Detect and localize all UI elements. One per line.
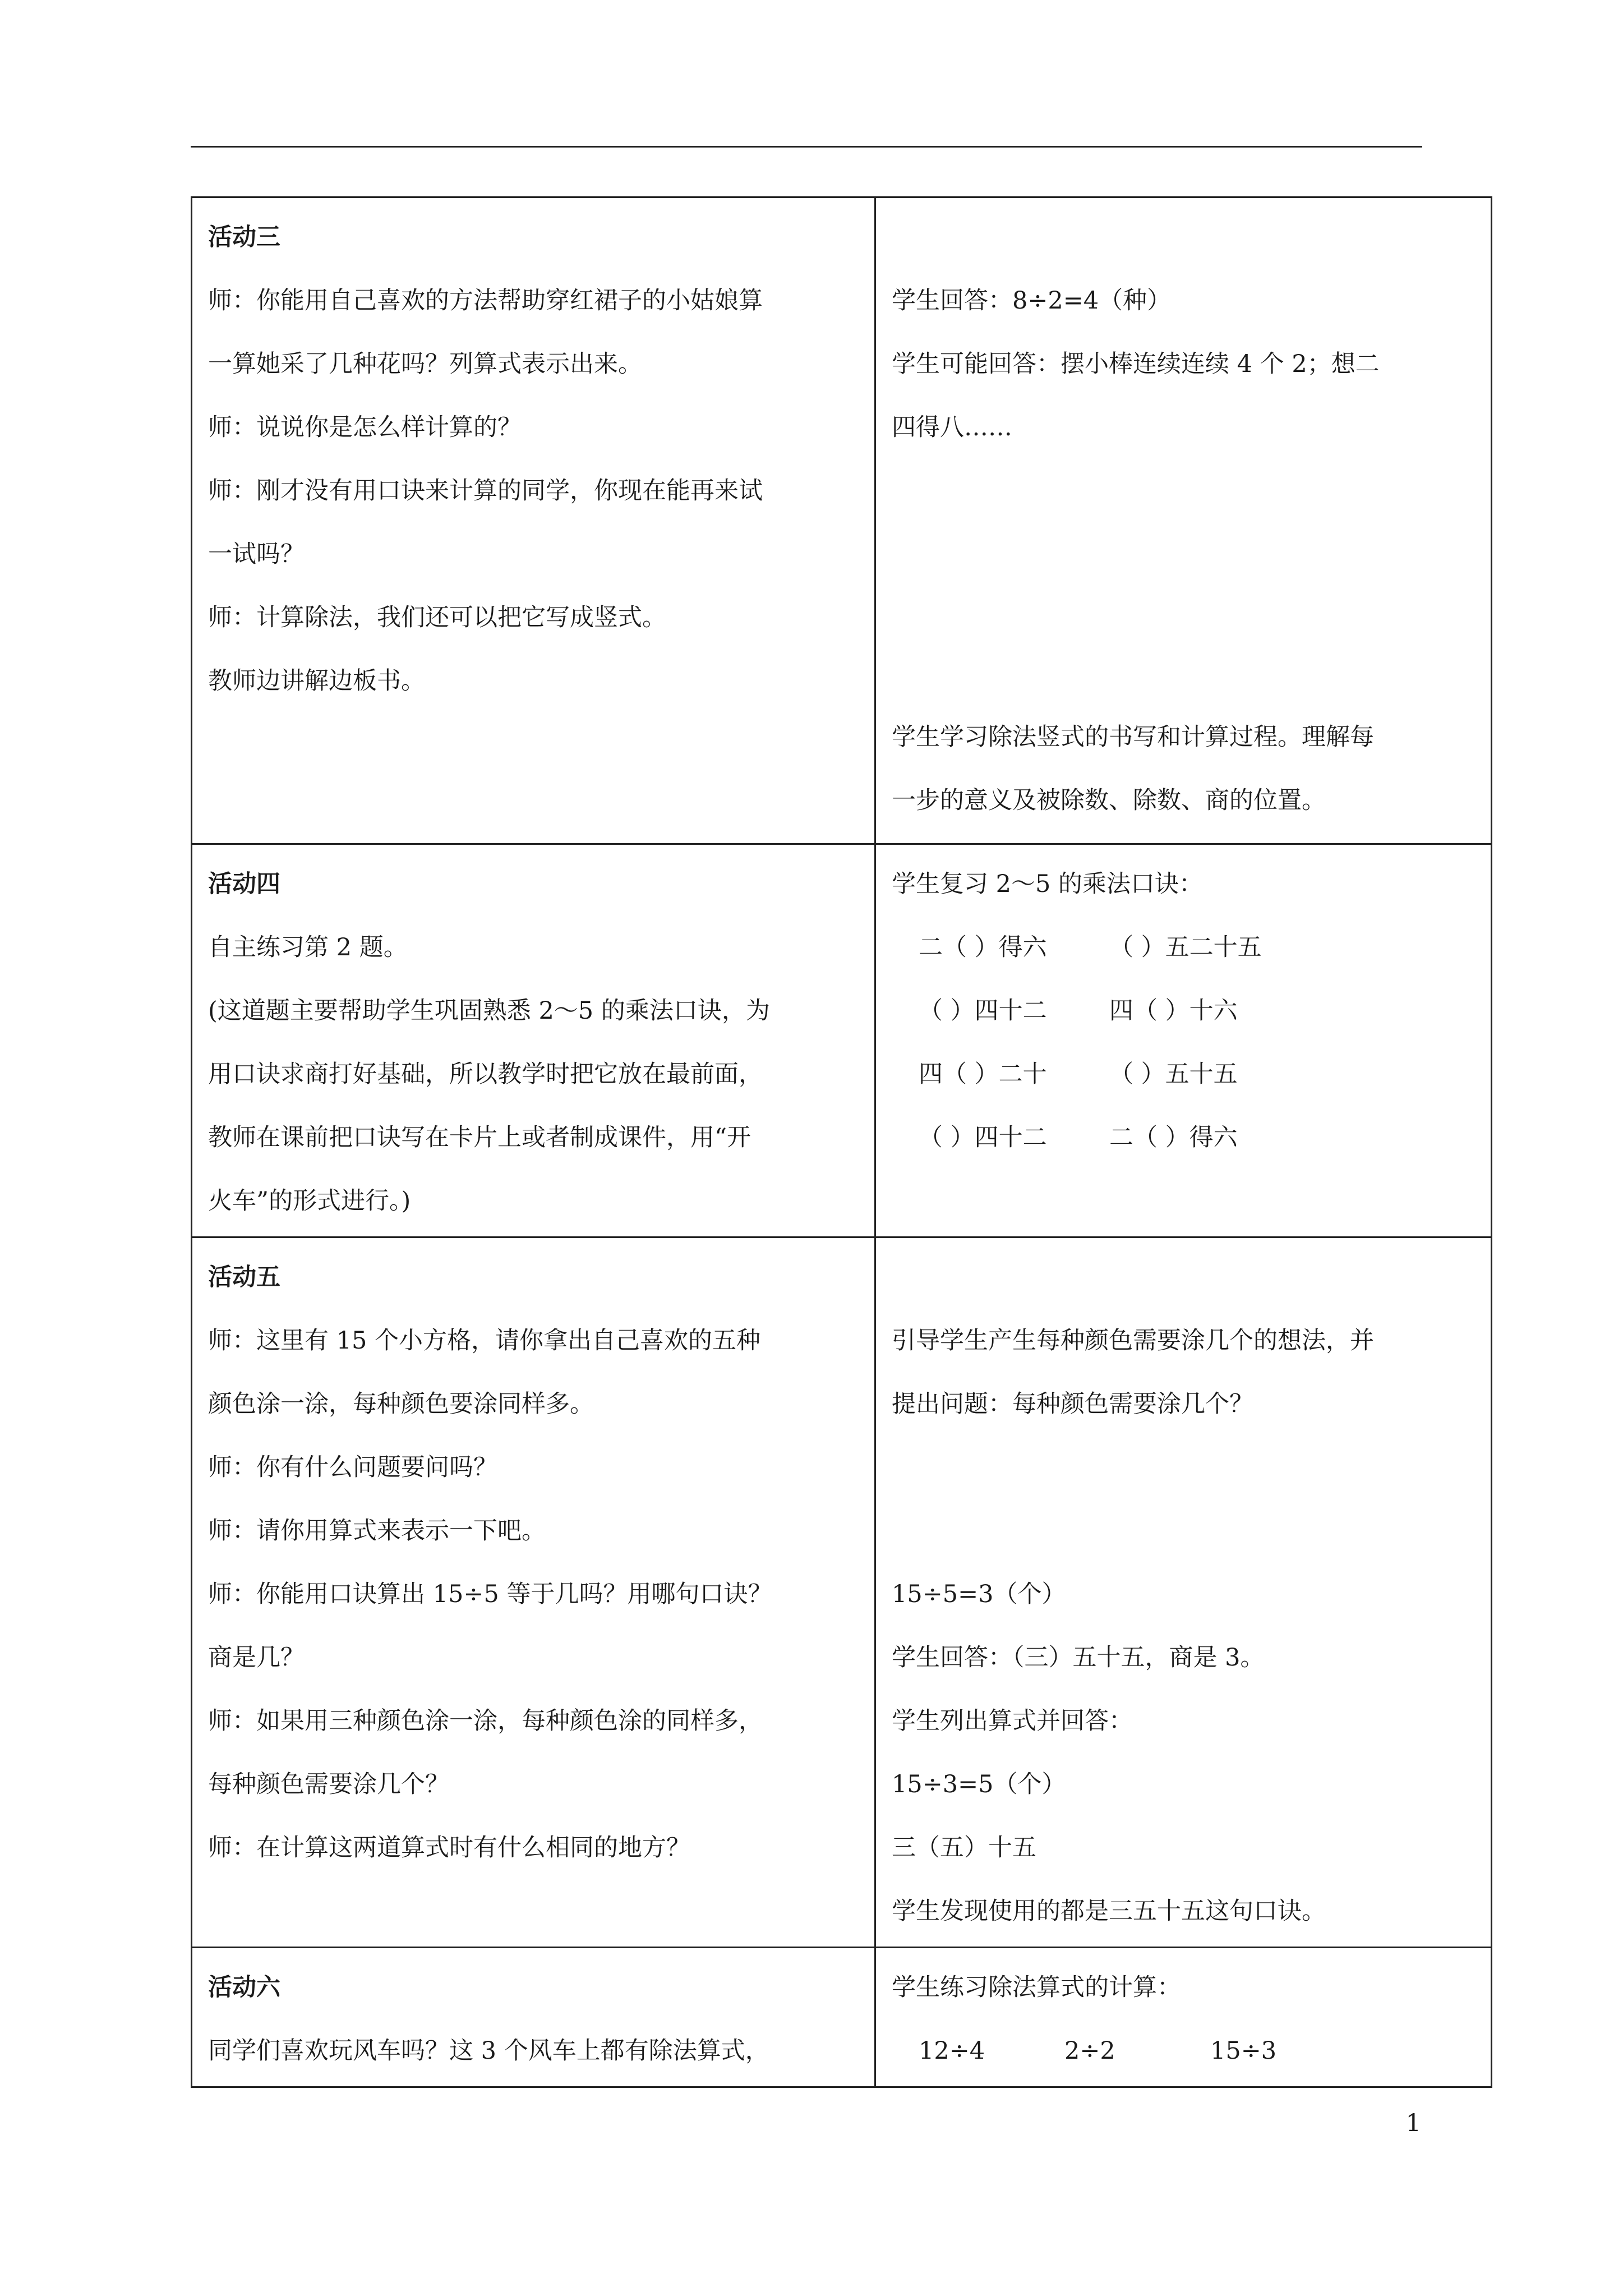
teacher-line: 教师边讲解边板书。 <box>208 667 425 695</box>
activity-row-3 <box>192 197 1492 844</box>
student-line: 学生回答：8÷2=4（种） <box>892 287 1172 315</box>
teacher-line: 师：请你用算式来表示一下吧。 <box>208 1517 546 1545</box>
pair-left: （ ）四十二 <box>919 997 1047 1025</box>
teacher-line: 师：如果用三种颜色涂一涂，每种颜色涂的同样多， <box>208 1707 763 1735</box>
division-expression: 12÷4 <box>919 2037 985 2065</box>
activity-4-student-cell <box>875 844 1492 1237</box>
multiplication-pair <box>892 979 1475 1043</box>
teacher-line: 一试吗？ <box>208 540 305 568</box>
teacher-line: 同学们喜欢玩风车吗？这 3 个风车上都有除法算式， <box>208 2037 769 2065</box>
teacher-line: 火车”的形式进行。) <box>208 1187 411 1215</box>
teacher-line: 师：你有什么问题要问吗？ <box>208 1453 497 1481</box>
lesson-table <box>191 196 1492 2088</box>
division-expression: 2÷2 <box>1064 2037 1115 2065</box>
multiplication-pair <box>892 1106 1475 1170</box>
teacher-line: 教师在课前把口诀写在卡片上或者制成课件，用“开 <box>208 1124 751 1152</box>
student-line: 学生复习 2～5 的乘法口诀： <box>892 870 1204 898</box>
student-line: 学生练习除法算式的计算： <box>892 1973 1181 2001</box>
teacher-line: 一算她采了几种花吗？列算式表示出来。 <box>208 350 642 378</box>
student-line: 15÷5=3（个） <box>892 1580 1066 1608</box>
student-line: 引导学生产生每种颜色需要涂几个的想法，并 <box>892 1327 1374 1355</box>
student-line: 学生列出算式并回答： <box>892 1707 1133 1735</box>
activity-5-student-cell <box>875 1237 1492 1948</box>
division-expressions <box>892 2019 1475 2083</box>
student-line: 15÷3=5（个） <box>892 1770 1066 1798</box>
student-line: 学生回答：（三）五十五，商是 3。 <box>892 1644 1265 1672</box>
header-rule <box>191 146 1422 148</box>
student-line: 学生学习除法竖式的书写和计算过程。理解每 <box>892 723 1374 751</box>
teacher-line: 师：你能用自己喜欢的方法帮助穿红裙子的小姑娘算 <box>208 287 763 315</box>
pair-left: 二（ ）得六 <box>919 933 1047 961</box>
teacher-line: 师：你能用口诀算出 15÷5 等于几吗？用哪句口诀？ <box>208 1580 772 1608</box>
activity-6-student-cell <box>875 1948 1492 2087</box>
activity-5-teacher-cell <box>192 1237 875 1948</box>
pair-left: 四（ ）二十 <box>919 1060 1047 1088</box>
pair-right: （ ）五二十五 <box>1109 933 1262 961</box>
pair-right: 二（ ）得六 <box>1109 1124 1238 1152</box>
activity-title: 活动六 <box>208 1973 280 2001</box>
teacher-line: 师：计算除法，我们还可以把它写成竖式。 <box>208 604 666 632</box>
pair-right: （ ）五十五 <box>1109 1060 1238 1088</box>
activity-title: 活动五 <box>208 1263 280 1291</box>
activity-title: 活动三 <box>208 223 280 251</box>
student-line: 一步的意义及被除数、除数、商的位置。 <box>892 786 1326 815</box>
pair-left: （ ）四十二 <box>919 1124 1047 1152</box>
activity-6-teacher-cell <box>192 1948 875 2087</box>
student-line: 提出问题：每种颜色需要涂几个？ <box>892 1390 1253 1418</box>
teacher-line: 师：在计算这两道算式时有什么相同的地方？ <box>208 1834 690 1862</box>
pair-right: 四（ ）十六 <box>1109 997 1238 1025</box>
teacher-line: 颜色涂一涂，每种颜色要涂同样多。 <box>208 1390 594 1418</box>
multiplication-pair <box>892 1043 1475 1106</box>
multiplication-pair <box>892 916 1475 979</box>
teacher-line: 师：刚才没有用口诀来计算的同学，你现在能再来试 <box>208 477 763 505</box>
activity-row-5 <box>192 1237 1492 1948</box>
student-line: 学生发现使用的都是三五十五这句口诀。 <box>892 1897 1326 1925</box>
teacher-line: 师：这里有 15 个小方格，请你拿出自己喜欢的五种 <box>208 1327 761 1355</box>
division-expression: 15÷3 <box>1210 2037 1277 2065</box>
teacher-line: (这道题主要帮助学生巩固熟悉 2～5 的乘法口诀，为 <box>208 997 770 1025</box>
teacher-line: 师：说说你是怎么样计算的？ <box>208 413 522 441</box>
teacher-line: 商是几？ <box>208 1644 305 1672</box>
activity-3-teacher-cell <box>192 197 875 844</box>
activity-row-4 <box>192 844 1492 1237</box>
page-number: 1 <box>1405 2109 1421 2137</box>
activity-title: 活动四 <box>208 870 280 898</box>
student-line: 三（五）十五 <box>892 1834 1036 1862</box>
teacher-line: 用口诀求商打好基础，所以教学时把它放在最前面， <box>208 1060 763 1088</box>
student-line: 四得八…… <box>892 413 1012 441</box>
teacher-line: 每种颜色需要涂几个？ <box>208 1770 449 1798</box>
activity-4-teacher-cell <box>192 844 875 1237</box>
activity-row-6 <box>192 1948 1492 2087</box>
student-line: 学生可能回答：摆小棒连续连续 4 个 2；想二 <box>892 350 1380 378</box>
activity-3-student-cell <box>875 197 1492 844</box>
teacher-line: 自主练习第 2 题。 <box>208 933 408 961</box>
